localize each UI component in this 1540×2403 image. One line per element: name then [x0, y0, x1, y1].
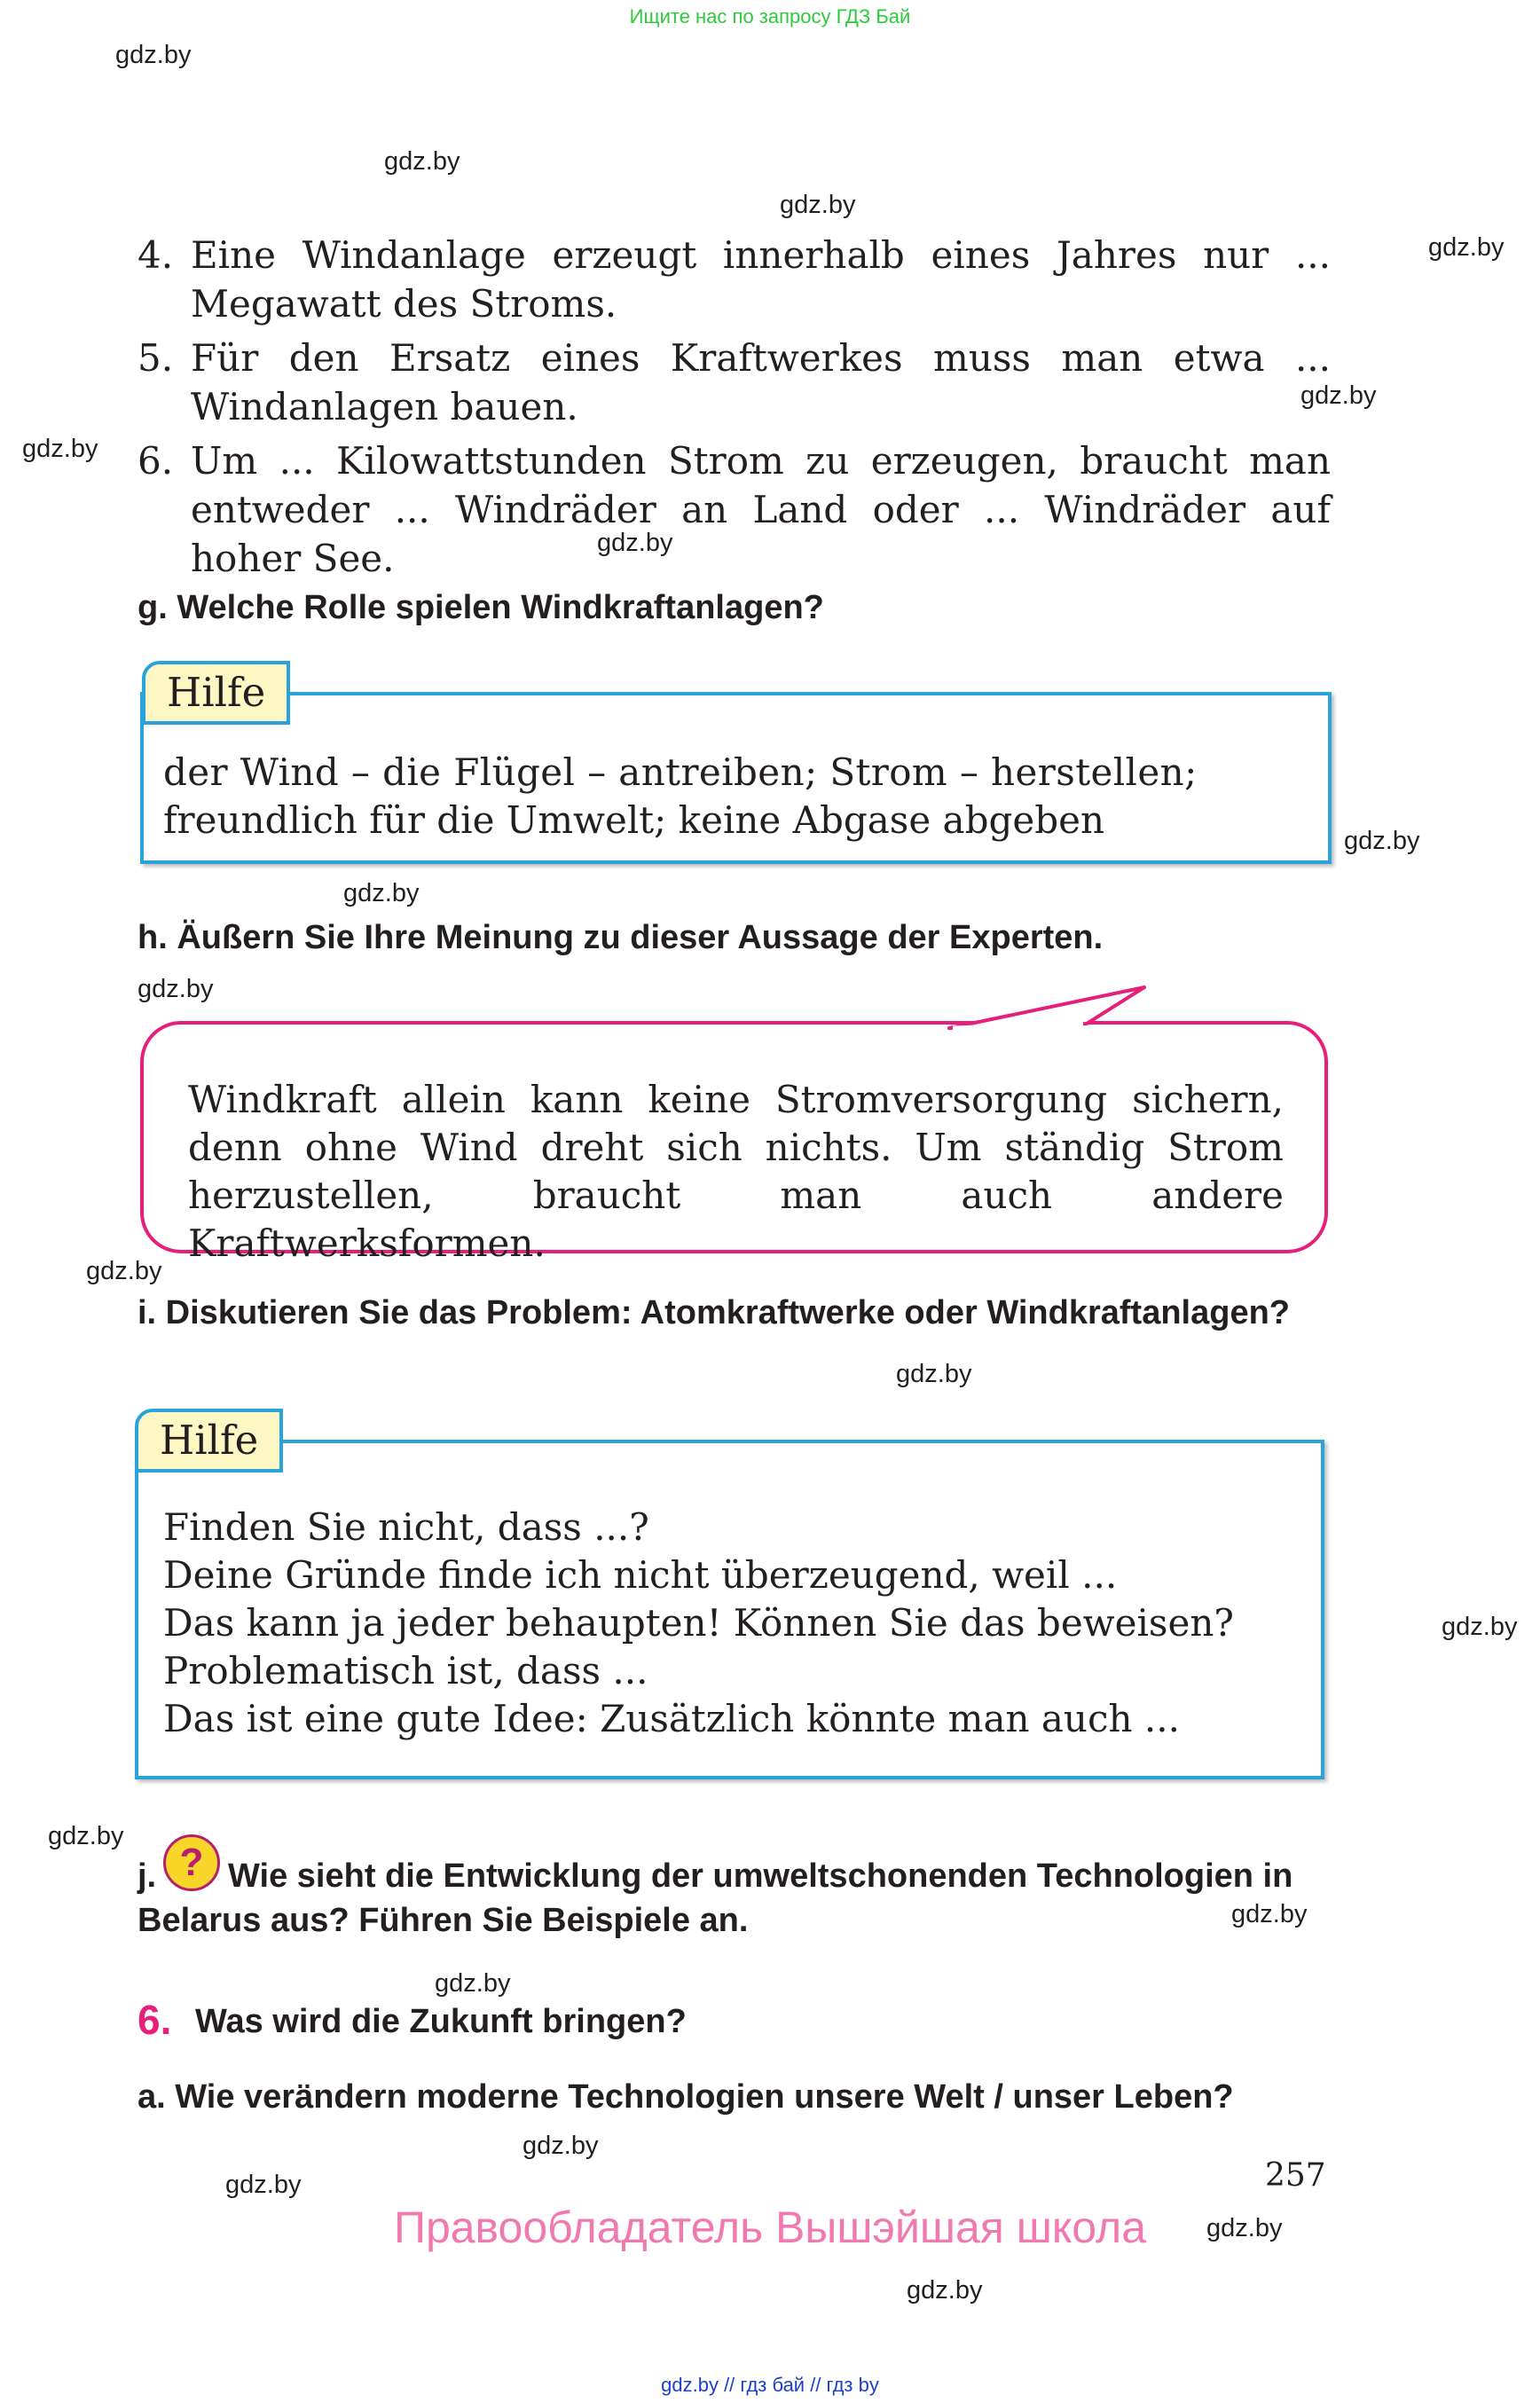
- watermark: gdz.by: [896, 1360, 972, 1388]
- section-6-number: 6.: [138, 1997, 172, 2043]
- task-j-heading: Wie sieht die Entwicklung der umweltschonenden Technologien in Belarus aus? Führen Sie Beispiele an.: [138, 1857, 1293, 1939]
- watermark: gdz.by: [1442, 1613, 1518, 1641]
- hilfe-g-line: freundlich für die Umwelt; keine Abgase abgeben: [163, 798, 1104, 842]
- task-a-heading: a. Wie verändern moderne Technologien unsere Welt / unser Leben?: [138, 2078, 1234, 2116]
- watermark: gdz.by: [138, 975, 214, 1003]
- copyright-notice: Правообладатель Вышэйшая школа: [394, 2203, 1146, 2252]
- watermark: gdz.by: [1231, 1900, 1308, 1928]
- hilfe-i-line: Problematisch ist, dass ...: [163, 1649, 648, 1692]
- list-item-text: Für den Ersatz eines Kraftwerkes muss man etwa ... Windanlagen bauen.: [191, 336, 1331, 428]
- watermark: gdz.by: [1300, 381, 1377, 410]
- question-mark-icon: ?: [163, 1834, 220, 1891]
- list-item: [138, 231, 1331, 328]
- watermark: gdz.by: [86, 1257, 162, 1285]
- watermark: gdz.by: [384, 147, 460, 176]
- hilfe-g-text: [163, 749, 1308, 844]
- page-number: 257: [1265, 2157, 1326, 2194]
- watermark: gdz.by: [225, 2171, 302, 2199]
- watermark: gdz.by: [1206, 2214, 1283, 2242]
- task-i-heading: i. Diskutieren Sie das Problem: Atomkraftwerke oder Windkraftanlagen?: [138, 1294, 1291, 1331]
- hilfe-i-line: Deine Gründe finde ich nicht überzeugend, weil ...: [163, 1553, 1118, 1597]
- hilfe-i-line: Das kann ja jeder behaupten! Können Sie das beweisen?: [163, 1601, 1234, 1645]
- watermark: gdz.by: [780, 191, 856, 219]
- hilfe-g-line: der Wind – die Flügel – antreiben; Strom – herstellen;: [163, 750, 1198, 794]
- watermark: gdz.by: [1344, 827, 1420, 855]
- expert-quote-bubble: [140, 1021, 1328, 1265]
- hilfe-box-i: [135, 1440, 1324, 1779]
- list-item-number: 6.: [138, 439, 174, 483]
- watermark: gdz.by: [1428, 233, 1505, 262]
- expert-quote-text: Windkraft allein kann keine Stromversorgung sichern, denn ohne Wind dreht sich nichts. Um ständig Strom herzustellen, braucht man auch andere Kraftwerksformen.: [188, 1078, 1284, 1265]
- speech-bubble-tail: [923, 980, 1162, 1033]
- hilfe-i-line: Finden Sie nicht, dass ...?: [163, 1505, 649, 1549]
- task-j-letter: j.: [138, 1857, 157, 1895]
- task-h-heading: h. Äußern Sie Ihre Meinung zu dieser Aussage der Experten.: [138, 919, 1104, 956]
- watermark: gdz.by: [597, 529, 673, 557]
- list-item-text: Eine Windanlage erzeugt innerhalb eines Jahres nur ... Megawatt des Stroms.: [191, 233, 1331, 326]
- watermark: gdz.by: [435, 1969, 511, 1998]
- watermark: gdz.by: [343, 879, 420, 907]
- hilfe-i-line: Das ist eine gute Idee: Zusätzlich könnte man auch ...: [163, 1697, 1180, 1740]
- task-g-heading: g. Welche Rolle spielen Windkraftanlagen?: [138, 589, 824, 626]
- footer-links: gdz.by // гдз бай // гдз by: [661, 2374, 879, 2396]
- hilfe-box-g: [140, 692, 1332, 864]
- watermark: gdz.by: [522, 2132, 599, 2160]
- hilfe-i-text: [163, 1504, 1299, 1743]
- list-item-number: 5.: [138, 336, 174, 380]
- list-item-text: Um ... Kilowattstunden Strom zu erzeugen, braucht man entweder ... Windräder an Land oder ... Windräder auf hoher See.: [191, 439, 1331, 580]
- hilfe-label: Hilfe: [142, 661, 290, 725]
- list-item: [138, 334, 1331, 431]
- top-banner: Ищите нас по запросу ГДЗ Бай: [629, 5, 911, 27]
- watermark: gdz.by: [115, 41, 192, 69]
- watermark: gdz.by: [48, 1822, 124, 1850]
- list-item-number: 4.: [138, 233, 174, 277]
- watermark: gdz.by: [22, 435, 98, 463]
- hilfe-label: Hilfe: [135, 1409, 283, 1472]
- watermark: gdz.by: [907, 2276, 983, 2305]
- section-6-title: Was wird die Zukunft bringen?: [195, 2003, 687, 2040]
